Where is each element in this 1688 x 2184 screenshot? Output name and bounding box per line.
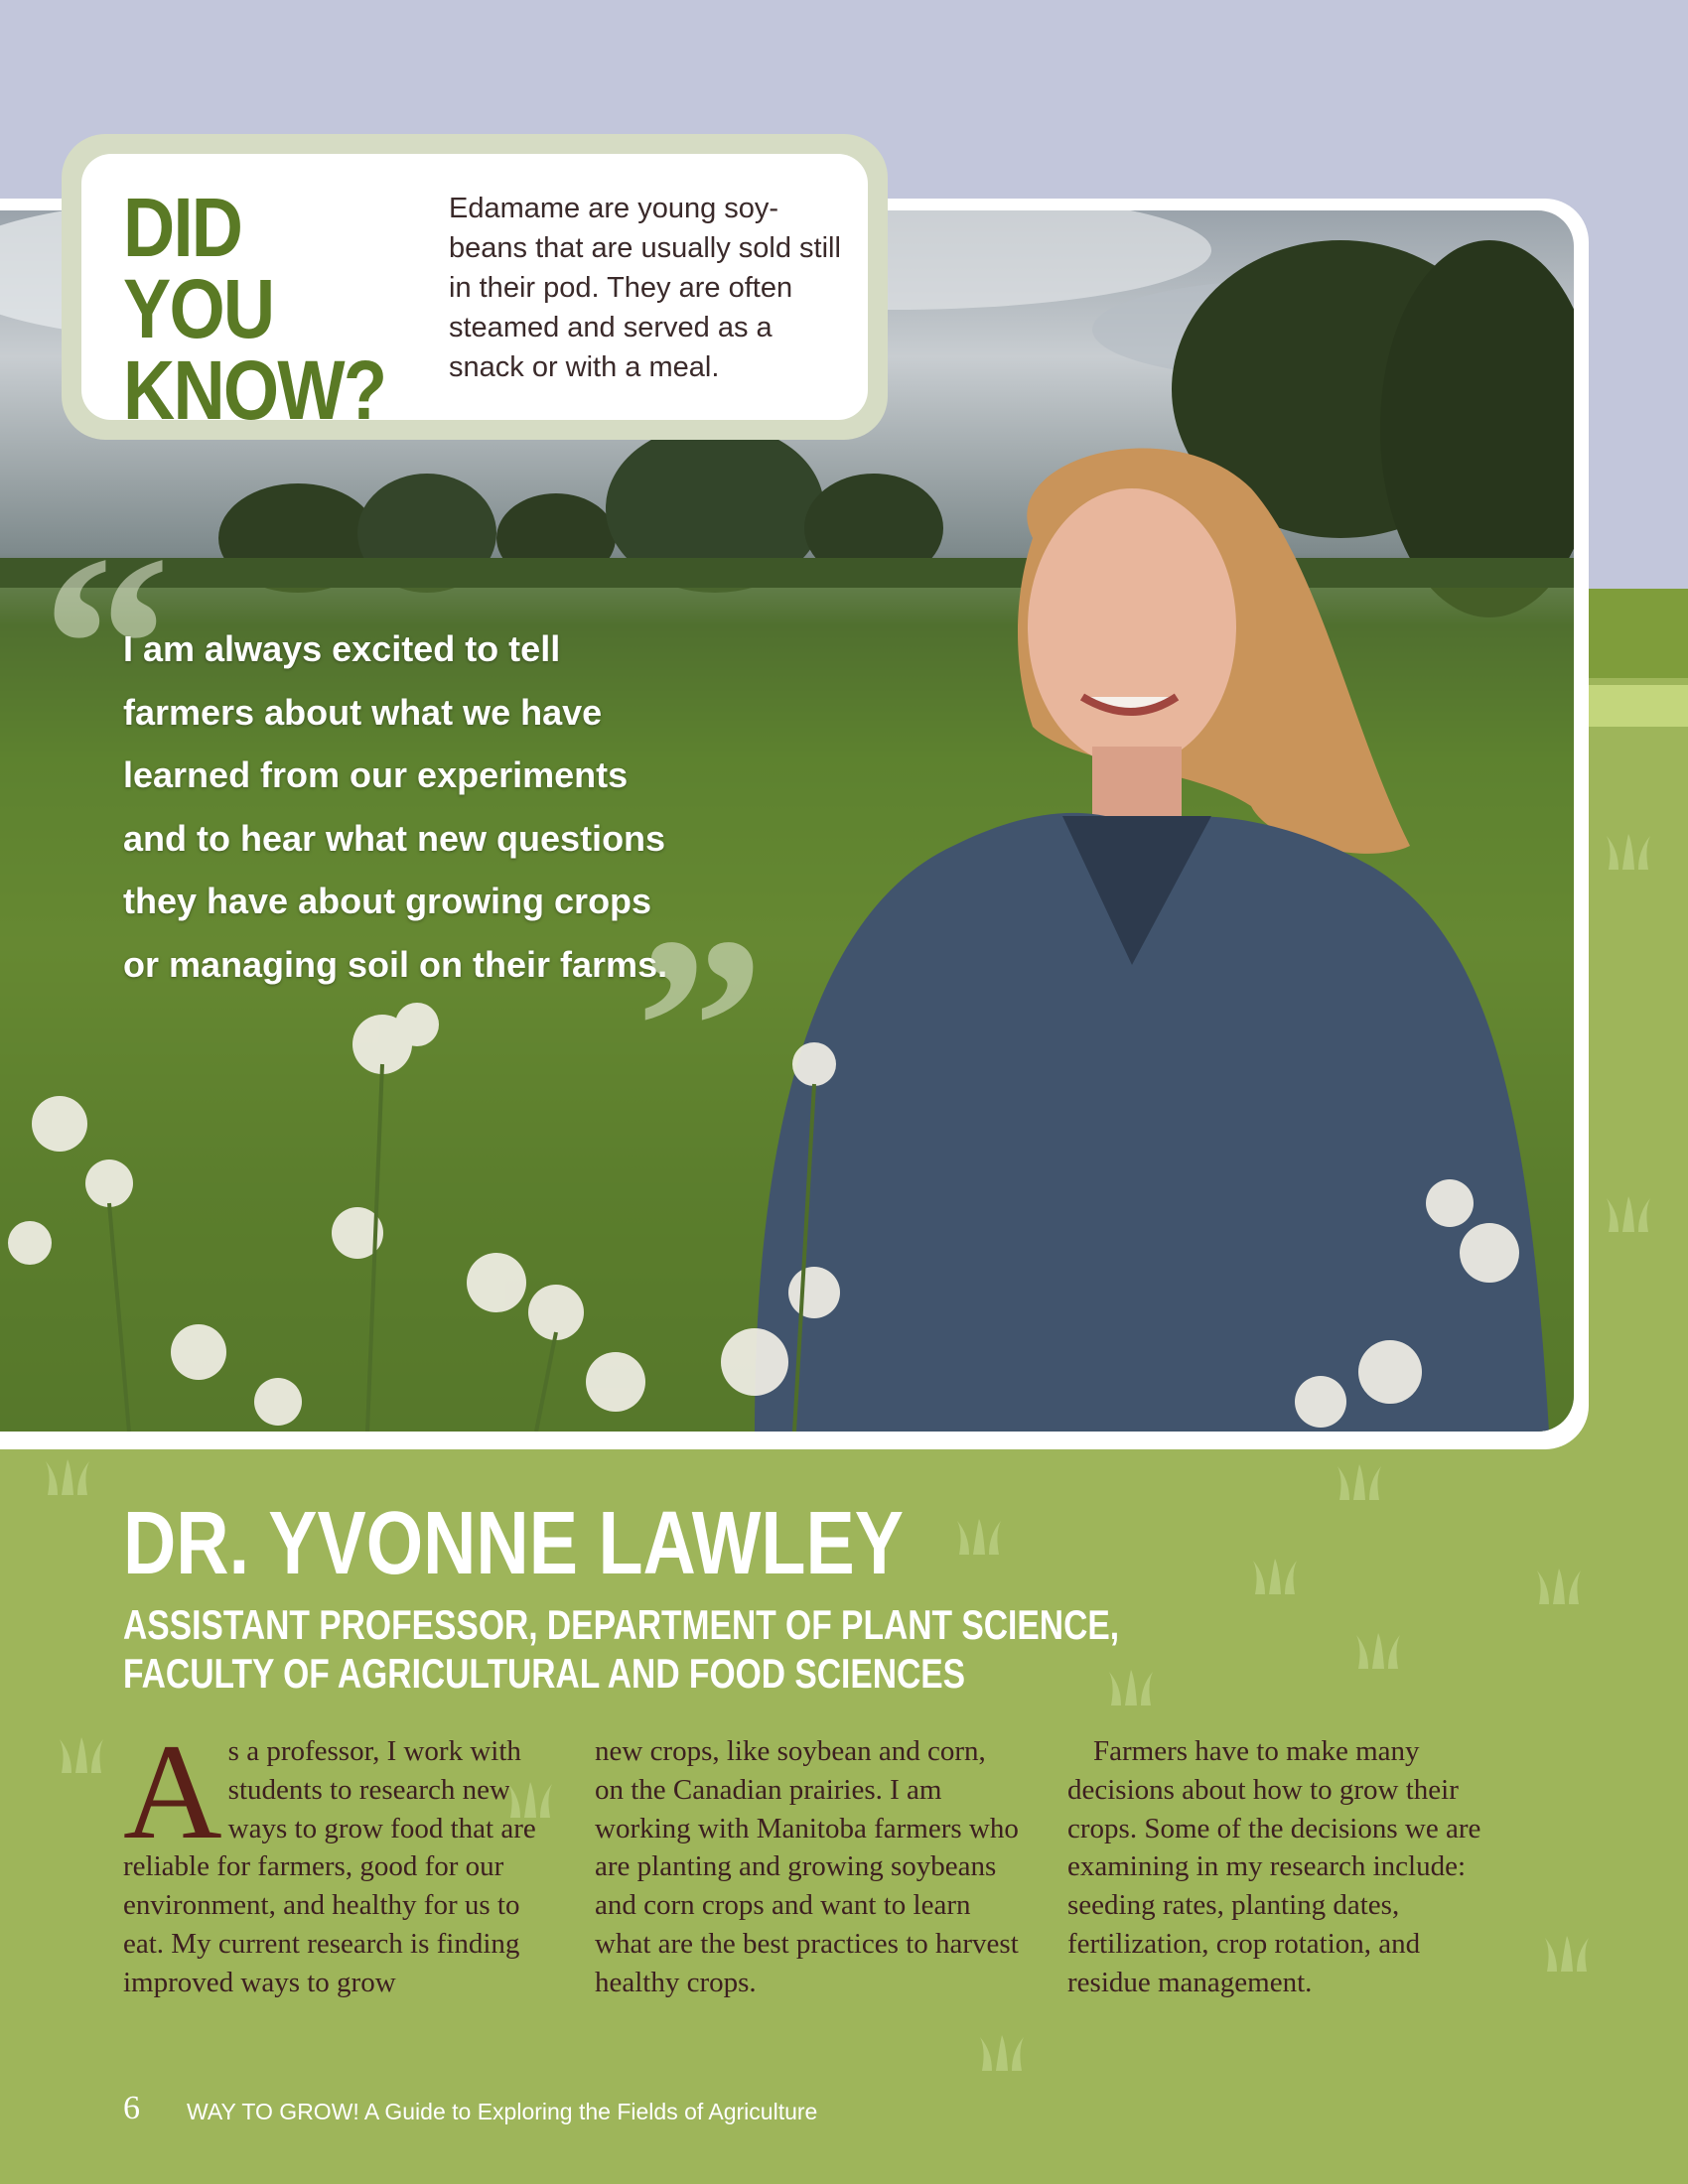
pull-quote: I am always excited to tell farmers about what we have learned from our experiments and to hear what new questions they have about growing crops or managing soil on their farms. bbox=[123, 628, 668, 985]
grass-sprout-icon bbox=[44, 1459, 91, 1497]
footer-title: WAY TO GROW! A Guide to Exploring the Fields of Agriculture bbox=[187, 2099, 818, 2124]
did-you-know-text: Edamame are young soy-beans that are usually sold still in their pod. They are often steamed and served as a snack or with a meal. bbox=[449, 193, 841, 383]
grass-sprout-icon bbox=[506, 1782, 554, 1820]
grass-sprout-icon bbox=[1605, 834, 1652, 872]
open-quote-icon: “ bbox=[42, 502, 171, 788]
grass-sprout-icon bbox=[1354, 1633, 1402, 1671]
profile-name: DR. YVONNE LAWLEY bbox=[123, 1494, 904, 1593]
page-number: 6 bbox=[123, 2090, 140, 2126]
decorative-stripe-dark bbox=[1579, 589, 1688, 678]
profile-role: ASSISTANT PROFESSOR, DEPARTMENT OF PLANT SCIENCE, FACULTY OF AGRICULTURAL AND FOOD SCIENCES bbox=[123, 1601, 1120, 1697]
body-column-2: new crops, like soybean and corn, on the Canadian prairies. I am working with Manitoba farmers who are planting and growing soybeans and corn crops and want to learn what are the best practices to harvest healthy crops. bbox=[595, 1735, 1019, 1998]
body-column-1 bbox=[123, 1715, 550, 2002]
grass-sprout-icon bbox=[58, 1737, 105, 1775]
close-quote-icon: ” bbox=[635, 885, 765, 1170]
body-column-1-text: s a professor, I work with students to research new ways to grow food that are reliable for farmers, good for our environment, and healthy for us to eat. My current research is finding improved ways to grow bbox=[123, 1735, 536, 1998]
grass-sprout-icon bbox=[1543, 1936, 1591, 1974]
grass-sprout-icon bbox=[955, 1519, 1003, 1557]
body-column-3: Farmers have to make many decisions about how to grow their crops. Some of the decisions we are examining in my research include: seeding rates, planting dates, fertilization, crop rotation, and residue management. bbox=[1067, 1735, 1481, 1998]
grass-sprout-icon bbox=[1251, 1559, 1299, 1596]
grass-sprout-icon bbox=[978, 2035, 1026, 2073]
grass-sprout-icon bbox=[1336, 1464, 1383, 1502]
did-you-know-title: DID YOU KNOW? bbox=[123, 181, 386, 437]
drop-cap: A bbox=[123, 1715, 222, 1867]
grass-sprout-icon bbox=[1535, 1569, 1583, 1606]
grass-sprout-icon bbox=[1605, 1196, 1652, 1234]
decorative-stripe-light bbox=[1579, 685, 1688, 727]
grass-sprout-icon bbox=[1107, 1670, 1155, 1707]
